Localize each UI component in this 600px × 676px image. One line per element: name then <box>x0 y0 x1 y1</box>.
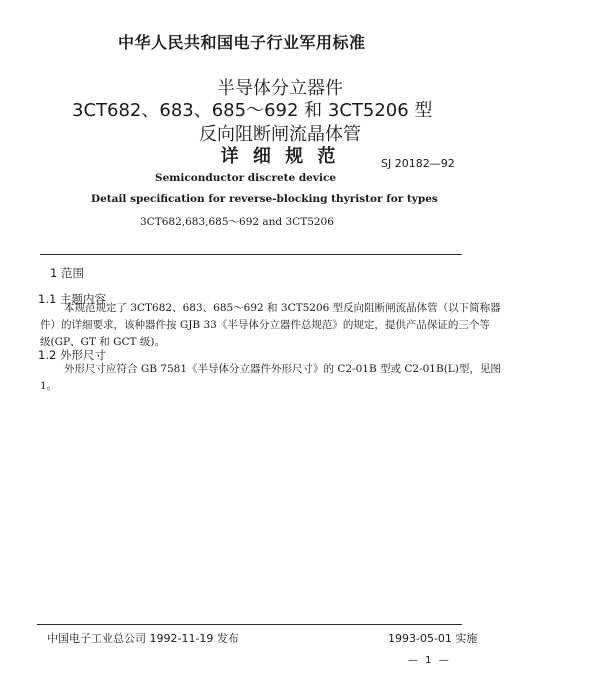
section-1-2-body <box>40 361 501 395</box>
top-divider <box>40 254 462 255</box>
body-line: 1。 <box>40 380 58 392</box>
body-line: 外形尺寸应符合 GB 7581《半导体分立器件外形尺寸》的 C2-01B 型或 C2-01B(L)型，见图 <box>64 363 501 375</box>
issue-date: 中国电子工业总公司 1992-11-19 发布 <box>47 632 239 645</box>
standard-code: SJ 20182—92 <box>381 157 455 170</box>
doc-title-line-4: 详 细 规 范 <box>220 146 340 167</box>
bottom-divider <box>37 624 462 625</box>
standard-category-title: 中华人民共和国电子行业军用标准 <box>118 33 366 52</box>
body-line: 级(GP、GT 和 GCT 级)。 <box>40 336 165 348</box>
doc-title-line-2: 3CT682、683、685～692 和 3CT5206 型 <box>72 100 433 121</box>
section-1-heading: 1 范围 <box>50 266 84 280</box>
doc-title-line-3: 反向阻断闸流晶体管 <box>199 124 361 145</box>
section-1-2-heading: 1.2 外形尺寸 <box>38 348 106 362</box>
doc-title-line-1: 半导体分立器件 <box>217 78 343 99</box>
page-number: — 1 — <box>408 655 451 666</box>
body-line: 件）的详细要求，该种器件按 GJB 33《半导体分立器件总规范》的规定，提供产品保证的三个等 <box>40 319 490 331</box>
english-title-line-1: Semiconductor discrete device <box>155 172 337 184</box>
english-title-line-2: Detail specification for reverse-blocking thyristor for types <box>91 193 438 205</box>
body-line: 本规范规定了 3CT682、683、685～692 和 3CT5206 型反向阻断闸流晶体管（以下简称器 <box>64 302 501 314</box>
section-1-1-heading: 1.1 主题内容 <box>38 292 106 306</box>
english-title-line-3: 3CT682,683,685～692 and 3CT5206 <box>140 216 334 228</box>
effective-date: 1993-05-01 实施 <box>388 632 478 645</box>
section-1-1-body <box>40 300 501 351</box>
